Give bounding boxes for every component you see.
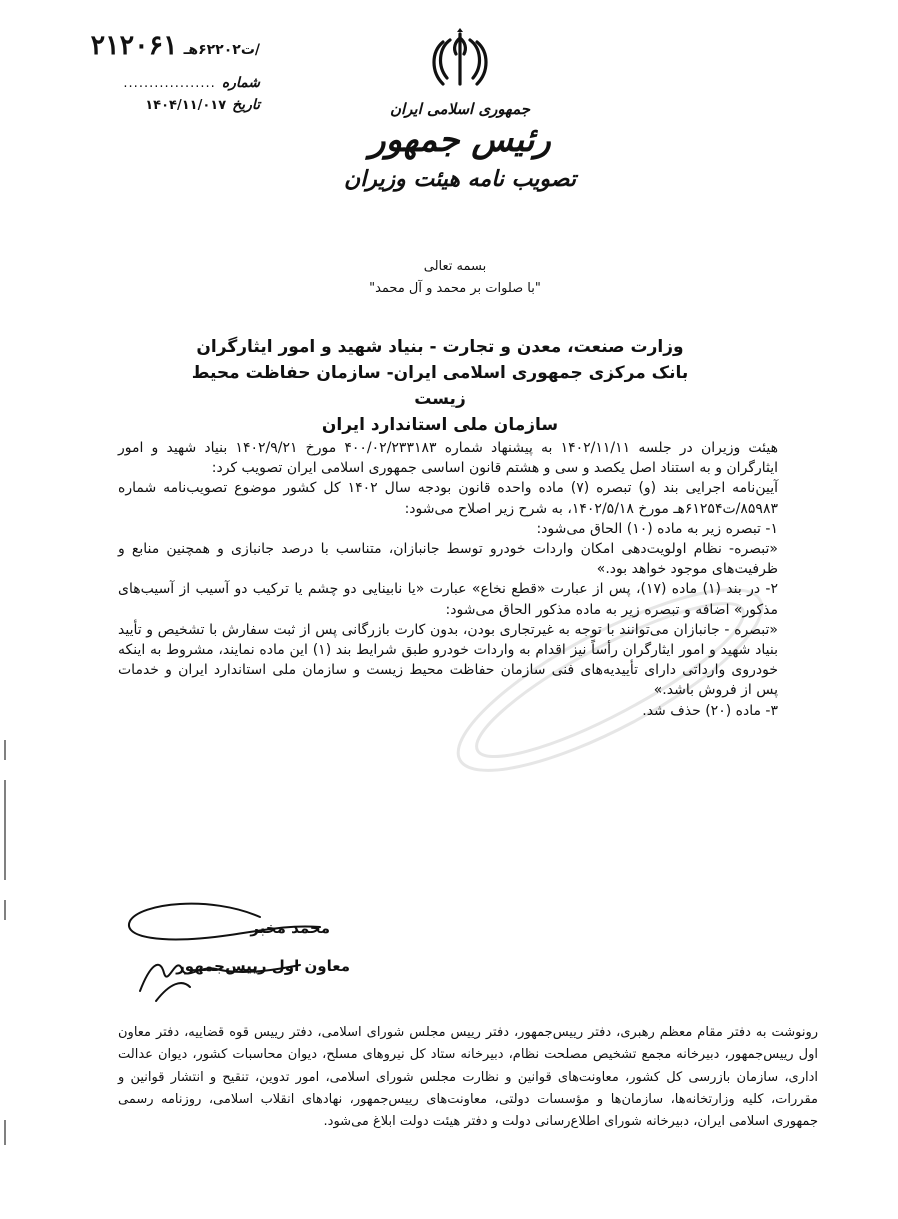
invocation xyxy=(330,256,580,300)
binding-marks xyxy=(0,0,12,1219)
addressee-line: بانک مرکزی جمهوری اسلامی ایران- سازمان حفاظت محیط زیست xyxy=(191,363,689,409)
reference-number-row xyxy=(20,30,260,61)
body-paragraph: ۱- تبصره زیر به ماده (۱۰) الحاق می‌شود: xyxy=(536,520,778,537)
number-label: شماره xyxy=(221,75,260,91)
body-paragraph: «تبصره- نظام اولویت‌دهی امکان واردات خودرو توسط جانبازان، متناسب با درصد جانبازی و همچنین منابع و ظرفیت‌های موجود خواهد بود.» xyxy=(118,541,778,578)
body-paragraph: ۳- ماده (۲۰) حذف شد. xyxy=(642,702,778,719)
reference-number-printed: /ت۶۲۲۰۲هـ xyxy=(183,42,260,58)
reference-block xyxy=(20,30,260,113)
handwritten-signature xyxy=(120,895,360,1005)
reference-number-handwritten: ۲۱۲۰۶۱ xyxy=(90,30,178,61)
iran-emblem-icon xyxy=(425,28,495,92)
approval-title: تصویب نامه هیئت وزیران xyxy=(344,166,576,192)
number-dots: .................. xyxy=(123,76,216,91)
date-label: تاریخ xyxy=(232,97,260,113)
invocation-line-2: "با صلوات بر محمد و آل محمد" xyxy=(369,281,541,296)
signatory-name: محمد مخبر xyxy=(250,919,330,937)
addressee-line: سازمان ملی استاندارد ایران xyxy=(321,415,559,435)
addressee-line: وزارت صنعت، معدن و تجارت - بنیاد شهید و امور ایثارگران xyxy=(196,337,684,357)
number-label-row xyxy=(20,75,260,91)
decree-body xyxy=(118,438,778,721)
body-paragraph: «تبصره - جانبازان می‌توانند با توجه به غیرتجاری بودن، بدون کارت بازرگانی پس از ثبت سفارش با تشخیص و تأیید بنیاد شهید و امور ایثارگران رأساً نیز اقدام به واردات خودرو طبق شرایط بند (۱) این ماده نمایند، مشروط به اینکه خودروی وارداتی دارای تأییدیه‌های فنی سازمان حفاظت محیط زیست و سازمان ملی استاندارد ایران و خدمات پس از فروش باشد.» xyxy=(118,621,778,699)
republic-name: جمهوری اسلامی ایران xyxy=(389,100,531,118)
signature-block xyxy=(120,895,360,1005)
date-value: ۱۴۰۴/۱۱/۰۱۷ xyxy=(145,98,227,113)
body-paragraph: هیئت وزیران در جلسه ۱۴۰۲/۱۱/۱۱ به پیشنهاد شماره ۴۰۰/۰۲/۲۳۳۱۸۳ مورخ ۱۴۰۲/۹/۲۱ بنیاد شهید و امور ایثارگران و به استناد اصل یکصد و سی و هشتم قانون اساسی جمهوری اسلامی ایران تصویب کرد: xyxy=(118,440,779,477)
invocation-line-1: بسمه تعالی xyxy=(423,259,487,274)
date-row xyxy=(20,97,260,113)
body-paragraph: آیین‌نامه اجرایی بند (و) تبصره (۷) ماده واحده قانون بودجه سال ۱۴۰۲ کل کشور موضوع تصویب‌نامه شماره ۸۵۹۸۳/ت۶۱۲۵۴هـ مورخ ۱۴۰۲/۵/۱۸، به شرح زیر اصلاح می‌شود: xyxy=(118,480,778,517)
body-paragraph: ۲- در بند (۱) ماده (۱۷)، پس از عبارت «قطع نخاع» عبارت «یا نابینایی دو چشم یا ترکیب دو آسیب از آسیب‌های مذکور» اضافه و تبصره زیر به ماده مذکور الحاق می‌شود: xyxy=(118,581,778,618)
letterhead xyxy=(330,28,590,192)
addressees xyxy=(190,334,690,438)
copies-distribution: رونوشت به دفتر مقام معظم رهبری، دفتر رییس‌جمهور، دفتر رییس مجلس شورای اسلامی، دفتر رییس قوه قضاییه، دفتر معاون اول رییس‌جمهور، دبیرخانه مجمع تشخیص مصلحت نظام، دبیرخانه ستاد کل نیروهای مسلح، دیوان محاسبات کشور، دیوان عدالت اداری، سازمان بازرسی کل کشور، معاونت‌های قوانین و نظارت مجلس شورای اسلامی، امور تدوین، تنقیح و انتشار قوانین و مقررات، کلیه وزارتخانه‌ها، سازمان‌ها و مؤسسات دولتی، معاونت‌های رییس‌جمهور، نهادهای انقلاب اسلامی، روزنامه رسمی جمهوری اسلامی ایران، دبیرخانه شورای اطلاع‌رسانی دولت و دفتر هیئت دولت ابلاغ می‌شود. xyxy=(118,1025,818,1130)
president-title: رئیس جمهور xyxy=(369,120,551,160)
signatory-title: معاون اول رییس‌جمهور xyxy=(176,957,350,975)
